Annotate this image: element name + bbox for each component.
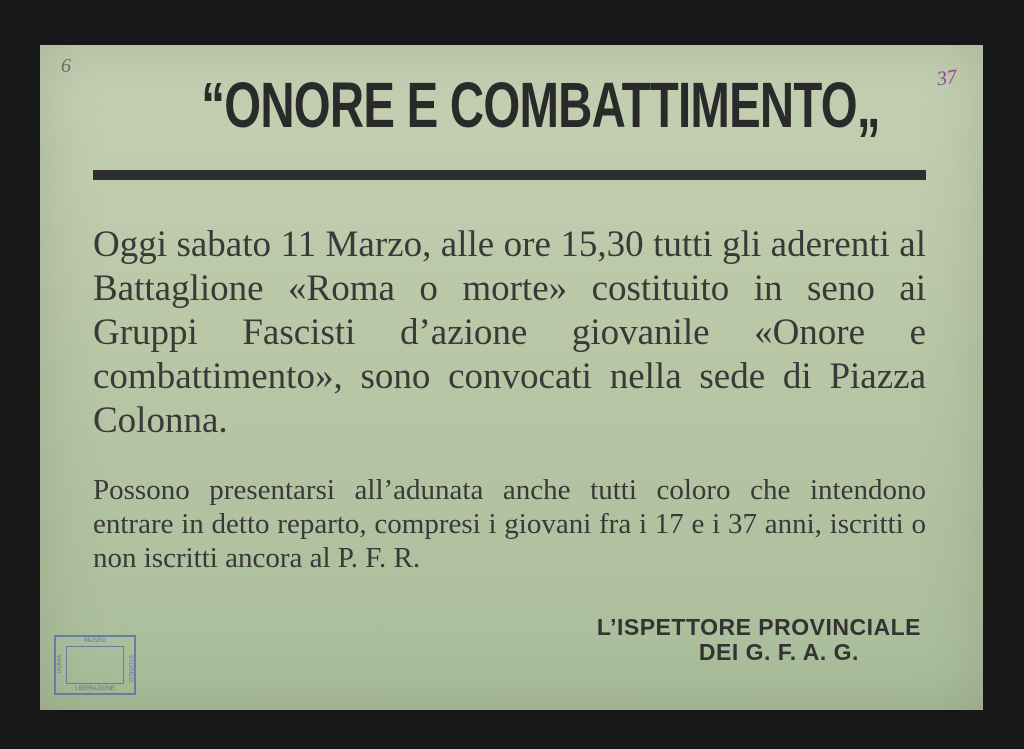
museum-stamp (54, 635, 136, 695)
corner-handwritten-number: 6 (61, 55, 71, 77)
archive-handwritten-number: 37 (935, 65, 959, 91)
stamp-text-top: MUSEO (83, 638, 106, 644)
stamp-text-left: ROMA (57, 655, 63, 673)
stamp-inner-frame (66, 646, 124, 684)
announcement-paragraph: Oggi sabato 11 Marzo, alle ore 15,30 tutti gli aderenti al Battaglione «Roma o morte» costituito in seno ai Gruppi Fascisti d’azione giovanile «Onore e combattimento», sono convocati nella sede di Piazza Colonna. (93, 224, 926, 441)
signature-block (597, 615, 921, 665)
headline-underline-rule (93, 170, 926, 180)
poster-headline: “ONORE E COMBATTIMENTO„ (201, 69, 880, 141)
stamp-text-bottom: LIBERAZIONE (75, 686, 115, 692)
signature-line-1: L’ISPETTORE PROVINCIALE (596, 614, 921, 640)
eligibility-paragraph: Possono presentarsi all’adunata anche tutti coloro che intendono entrare in detto reparto, compresi i giovani fra i 17 e i 37 anni, iscritti o non iscritti ancora al P. F. R. (93, 474, 926, 574)
stamp-text-right: STORICO (127, 655, 133, 683)
poster-sheet (40, 45, 983, 710)
signature-line-2: DEI G. F. A. G. (698, 639, 859, 665)
